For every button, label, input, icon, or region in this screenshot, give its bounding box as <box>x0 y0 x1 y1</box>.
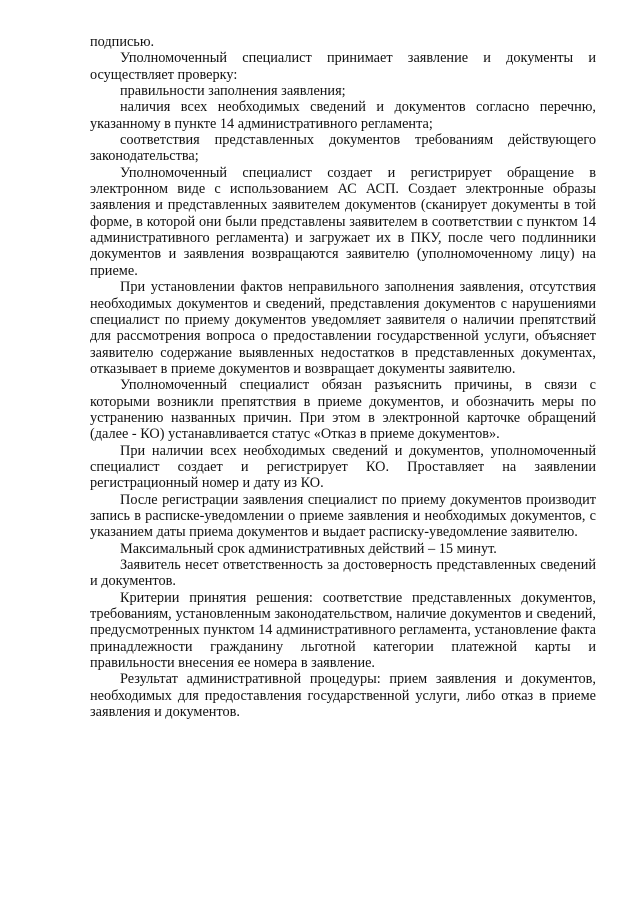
paragraph-check-documents: наличия всех необходимых сведений и документов согласно перечню, указанному в пункте 14 административного регламента; <box>90 99 596 132</box>
paragraph-create-ko: При наличии всех необходимых сведений и документов, уполномоченный специалист создает и регистрирует КО. Проставляет на заявлении регистрационный номер и дату из КО. <box>90 442 596 492</box>
paragraph-responsibility: Заявитель несет ответственность за достоверность представленных сведений и документов. <box>90 557 596 590</box>
document-page <box>90 34 596 720</box>
paragraph-criteria: Критерии принятия решения: соответствие представленных документов, требованиям, установленным законодательством, наличие документов и сведений, предусмотренных пунктом 14 административного регламента, установление факта принадлежности гражданину льготной категории платежной карты и правильности внесения ее номера в заявление. <box>90 589 596 672</box>
paragraph-check-compliance: соответствия представленных документов требованиям действующего законодательства; <box>90 132 596 165</box>
paragraph-continuation: подписью. <box>90 34 155 50</box>
paragraph-receipt: После регистрации заявления специалист по приему документов производит запись в расписке-уведомлении о приеме заявления и необходимых документов, с указанием даты приема документов и выдает расписку-уведомление заявителю. <box>90 491 596 541</box>
paragraph-acceptance: Уполномоченный специалист принимает заявление и документы и осуществляет проверку: <box>90 50 596 83</box>
paragraph-max-time: Максимальный срок административных действий – 15 минут. <box>120 540 497 557</box>
paragraph-explain-reasons: Уполномоченный специалист обязан разъяснить причины, в связи с которыми возникли препятствия в приеме документов, и обозначить меры по устранению названных причин. При этом в электронной карточке обращений (далее - КО) устанавливается статус «Отказ в приеме документов». <box>90 377 596 443</box>
paragraph-check-filling: правильности заполнения заявления; <box>120 83 346 100</box>
paragraph-result: Результат административной процедуры: прием заявления и документов, необходимых для предоставления государственной услуги, либо отказ в приеме заявления и документов. <box>90 671 596 721</box>
paragraph-registration: Уполномоченный специалист создает и регистрирует обращение в электронном виде с использованием АС АСП. Создает электронные образы заявления и представленных заявителем документов (сканирует документы в той форме, в которой они были представлены заявителем в соответствии с пунктом 14 административного регламента) и загружает их в ПКУ, после чего подлинники документов и заявления возвращаются заявителю (уполномоченному лицу) на приеме. <box>90 164 596 279</box>
paragraph-violations: При установлении фактов неправильного заполнения заявления, отсутствия необходимых документов и сведений, представления документов с нарушениями специалист по приему документов уведомляет заявителя о наличии препятствий для рассмотрения вопроса о предоставлении государственной услуги, объясняет заявителю содержание выявленных недостатков в представленных документах, отказывает в приеме документов и возвращает документы заявителю. <box>90 279 596 377</box>
